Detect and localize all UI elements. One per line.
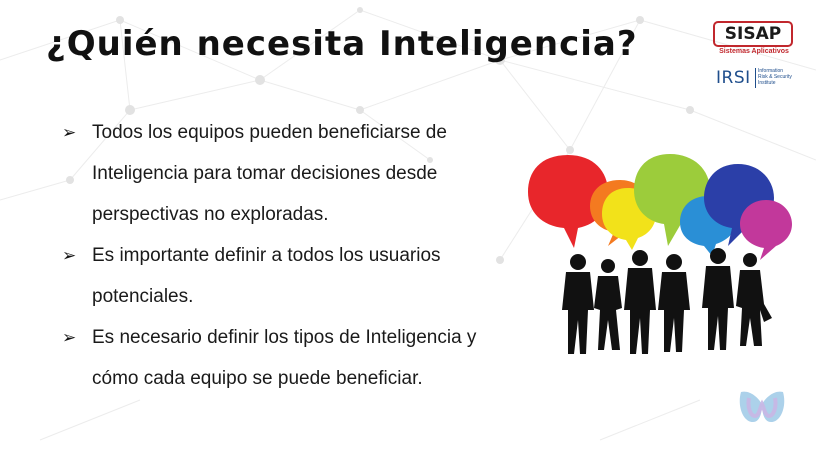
bullet-text: Es necesario definir los tipos de Inteligencia y [92, 327, 477, 348]
bullet-line [62, 235, 532, 276]
bullet-line [62, 317, 532, 358]
bullet-line [62, 112, 532, 153]
bullet-text: Inteligencia para tomar decisiones desde [92, 163, 438, 184]
arrow-bullet-icon: ➢ [62, 246, 77, 265]
bullet-line [62, 358, 532, 399]
irsi-logo [716, 66, 796, 90]
people-speech-bubbles-illustration [528, 150, 796, 360]
bullet-line [62, 276, 532, 317]
bullet-text: Es importante definir a todos los usuarios [92, 245, 441, 266]
irsi-logo-divider [755, 68, 756, 88]
arrow-bullet-icon: ➢ [62, 328, 77, 347]
speech-bubbles [528, 154, 792, 260]
sisap-logo-name: SISAP [713, 21, 793, 47]
bullet-list [62, 112, 532, 399]
slide-title: ¿Quién necesita Inteligencia? [46, 24, 638, 64]
arrow-bullet-icon: ➢ [62, 123, 77, 142]
irsi-logo-tagline: Information Risk & Security Institute [758, 68, 792, 86]
sisap-logo [713, 21, 795, 58]
bullet-text: Todos los equipos pueden beneficiarse de [92, 122, 447, 143]
people-silhouettes [562, 248, 772, 354]
bullet-text: perspectivas no exploradas. [92, 204, 329, 225]
bullet-line [62, 194, 532, 235]
bullet-text: potenciales. [92, 286, 194, 307]
irsi-logo-name: IRSI [716, 68, 751, 88]
watermark-logo-icon [735, 386, 789, 426]
bullet-line [62, 153, 532, 194]
sisap-logo-tagline: Sistemas Aplicativos [719, 48, 789, 55]
bullet-text: cómo cada equipo se puede beneficiar. [92, 368, 423, 389]
